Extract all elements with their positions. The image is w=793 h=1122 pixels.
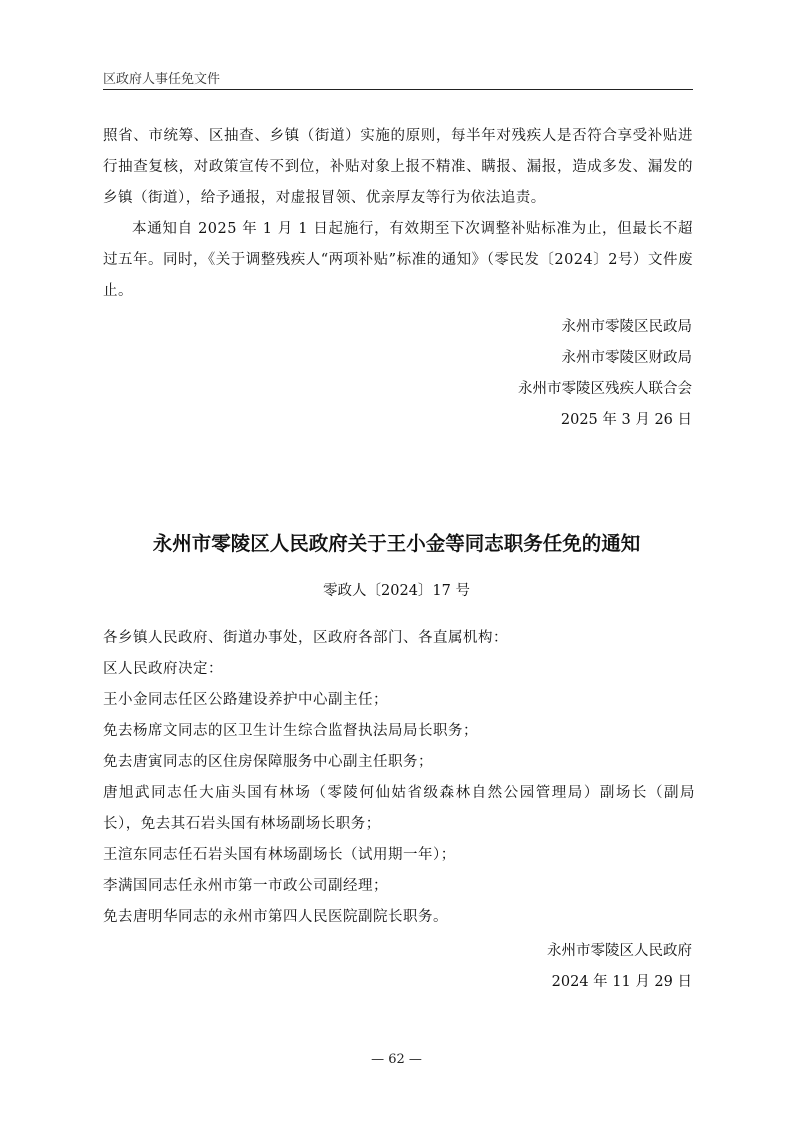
appointment-date: 2024 年 11 月 29 日 xyxy=(551,974,692,990)
notice-paragraph-1: 照省、市统筹、区抽查、乡镇（街道）实施的原则，每半年对残疾人是否符合享受补贴进行抽查复核，对政策宣传不到位，补贴对象上报不精准、瞒报、漏报，造成多发、漏发的乡镇（街道），给予通报，对虚报冒领、优亲厚友等行为依法追责。 xyxy=(103,128,693,206)
appointment-item: 免去唐明华同志的永州市第四人民医院副院长职务。 xyxy=(103,909,448,925)
notice-paragraph-2: 本通知自 2025 年 1 月 1 日起施行，有效期至下次调整补贴标准为止，但最长不超过五年。同时，《关于调整残疾人“两项补贴”标准的通知》（零民发〔2024〕2号）文件废止。 xyxy=(103,221,693,299)
running-header: 区政府人事任免文件 xyxy=(103,72,221,87)
signatory-finance: 永州市零陵区财政局 xyxy=(561,350,692,366)
header-rule xyxy=(103,89,693,90)
appointment-item: 唐旭武同志任大庙头国有林场（零陵何仙姑省级森林自然公园管理局）副场长（副局长），免去其石岩头国有林场副场长职务； xyxy=(103,785,695,832)
decision-line: 区人民政府决定： xyxy=(103,661,223,677)
appointment-item: 王渲东同志任石岩头国有林场副场长（试用期一年）； xyxy=(103,847,456,863)
document-number: 零政人〔2024〕17 号 xyxy=(323,583,470,599)
appointment-item: 李满国同志任永州市第一市政公司副经理； xyxy=(103,878,388,894)
signatory-civil-affairs: 永州市零陵区民政局 xyxy=(561,319,692,335)
appointment-item: 免去杨席文同志的区卫生计生综合监督执法局局长职务； xyxy=(103,723,478,739)
appointment-item: 免去唐寅同志的区住房保障服务中心副主任职务； xyxy=(103,754,433,770)
government-signatory: 永州市零陵区人民政府 xyxy=(547,943,692,959)
page-number: — 62 — xyxy=(371,1052,422,1067)
page-title: 永州市零陵区人民政府关于王小金等同志职务任免的通知 xyxy=(152,532,641,555)
addressee-line: 各乡镇人民政府、街道办事处，区政府各部门、各直属机构： xyxy=(103,630,508,646)
signatory-disabled-federation: 永州市零陵区残疾人联合会 xyxy=(518,381,692,397)
appointment-item: 王小金同志任区公路建设养护中心副主任； xyxy=(103,692,388,708)
notice-date: 2025 年 3 月 26 日 xyxy=(560,412,692,428)
